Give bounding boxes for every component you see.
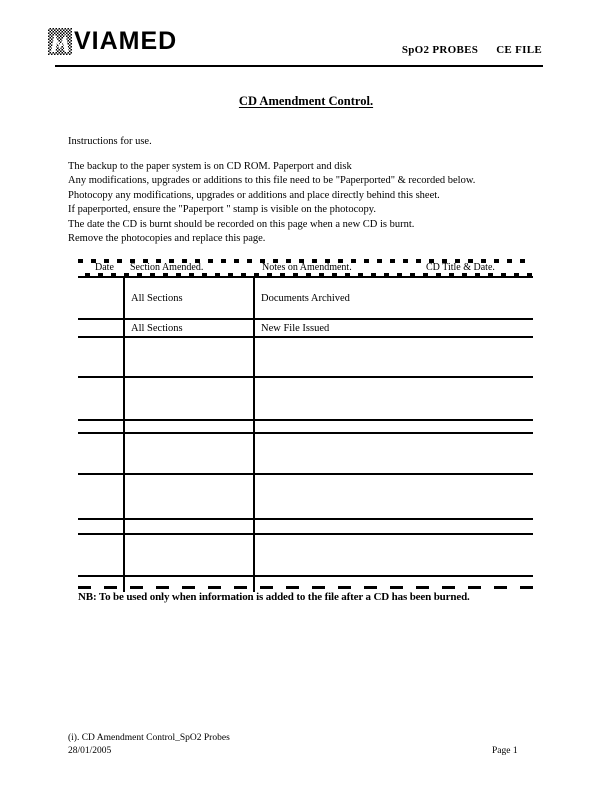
cell-section: All Sections — [125, 320, 255, 336]
cell-date — [78, 520, 125, 533]
cell-date — [78, 535, 125, 575]
cell-date — [78, 434, 125, 473]
cell-notes — [255, 421, 533, 432]
cell-notes — [255, 475, 533, 518]
instructions-paragraph — [68, 160, 475, 246]
instruction-line: If paperported, ensure the "Paperport " stamp is visible on the photocopy. — [68, 204, 376, 216]
table-row — [78, 320, 533, 338]
cell-notes — [255, 338, 533, 376]
cell-date — [78, 378, 125, 419]
header-cefile-label: CE FILE — [496, 44, 542, 56]
cell-section: All Sections — [125, 278, 255, 318]
table-row — [78, 338, 533, 378]
cell-notes — [255, 378, 533, 419]
column-header-notes: Notes on Amendment. — [262, 262, 352, 273]
cell-notes — [255, 535, 533, 575]
cell-notes — [255, 520, 533, 533]
nb-note — [78, 586, 537, 603]
cell-section — [125, 520, 255, 533]
footer-page-number: Page 1 — [492, 746, 518, 756]
page-title — [0, 94, 612, 109]
column-header-date: Date — [95, 262, 114, 273]
cell-date — [78, 338, 125, 376]
table-row — [78, 475, 533, 520]
table-row — [78, 378, 533, 421]
header-file-label — [402, 44, 542, 56]
cell-date — [78, 278, 125, 318]
header-divider-rule — [55, 65, 543, 67]
table-row — [78, 434, 533, 475]
table-row — [78, 278, 533, 320]
cell-notes: New File Issued — [261, 322, 330, 334]
cell-notes — [255, 434, 533, 473]
cell-section — [125, 338, 255, 376]
instructions-heading: Instructions for use. — [68, 136, 152, 147]
cell-date — [78, 421, 125, 432]
instruction-line: Photocopy any modifications, upgrades or additions and place directly behind this sheet. — [68, 189, 440, 201]
table-row — [78, 520, 533, 535]
instruction-line: Remove the photocopies and replace this page. — [68, 233, 266, 245]
checkered-m-logo-icon — [48, 28, 72, 55]
header-product-label: SpO2 PROBES — [401, 44, 479, 56]
viamed-logo — [48, 28, 177, 55]
page-title-text: CD Amendment Control. — [238, 94, 374, 108]
logo-wordmark: VIAMED — [74, 27, 178, 55]
footer-doc-reference: (i). CD Amendment Control_SpO2 Probes — [68, 733, 230, 743]
cell-date — [78, 320, 125, 336]
cell-section — [125, 475, 255, 518]
amendment-table — [78, 258, 533, 577]
instruction-line: Any modifications, upgrades or additions to this file need to be "Paperported" & recorded below. — [68, 175, 476, 187]
cell-section — [125, 378, 255, 419]
table-header-row — [78, 258, 533, 278]
table-row — [78, 535, 533, 577]
cell-section — [125, 434, 255, 473]
cell-notes: Documents Archived — [261, 292, 350, 304]
footer-date: 28/01/2005 — [68, 746, 112, 756]
cell-date — [78, 475, 125, 518]
nb-note-text: NB: To be used only when information is added to the file after a CD has been burned. — [78, 591, 470, 603]
column-header-section: Section Amended. — [130, 262, 204, 273]
table-row — [78, 421, 533, 434]
instruction-line: The backup to the paper system is on CD ROM. Paperport and disk — [68, 161, 352, 172]
instruction-line: The date the CD is burnt should be recorded on this page when a new CD is burnt. — [68, 218, 415, 230]
cell-section — [125, 535, 255, 575]
column-header-cd-title: CD Title & Date. — [426, 262, 495, 273]
cell-section — [125, 421, 255, 432]
dashed-rule — [78, 586, 537, 589]
